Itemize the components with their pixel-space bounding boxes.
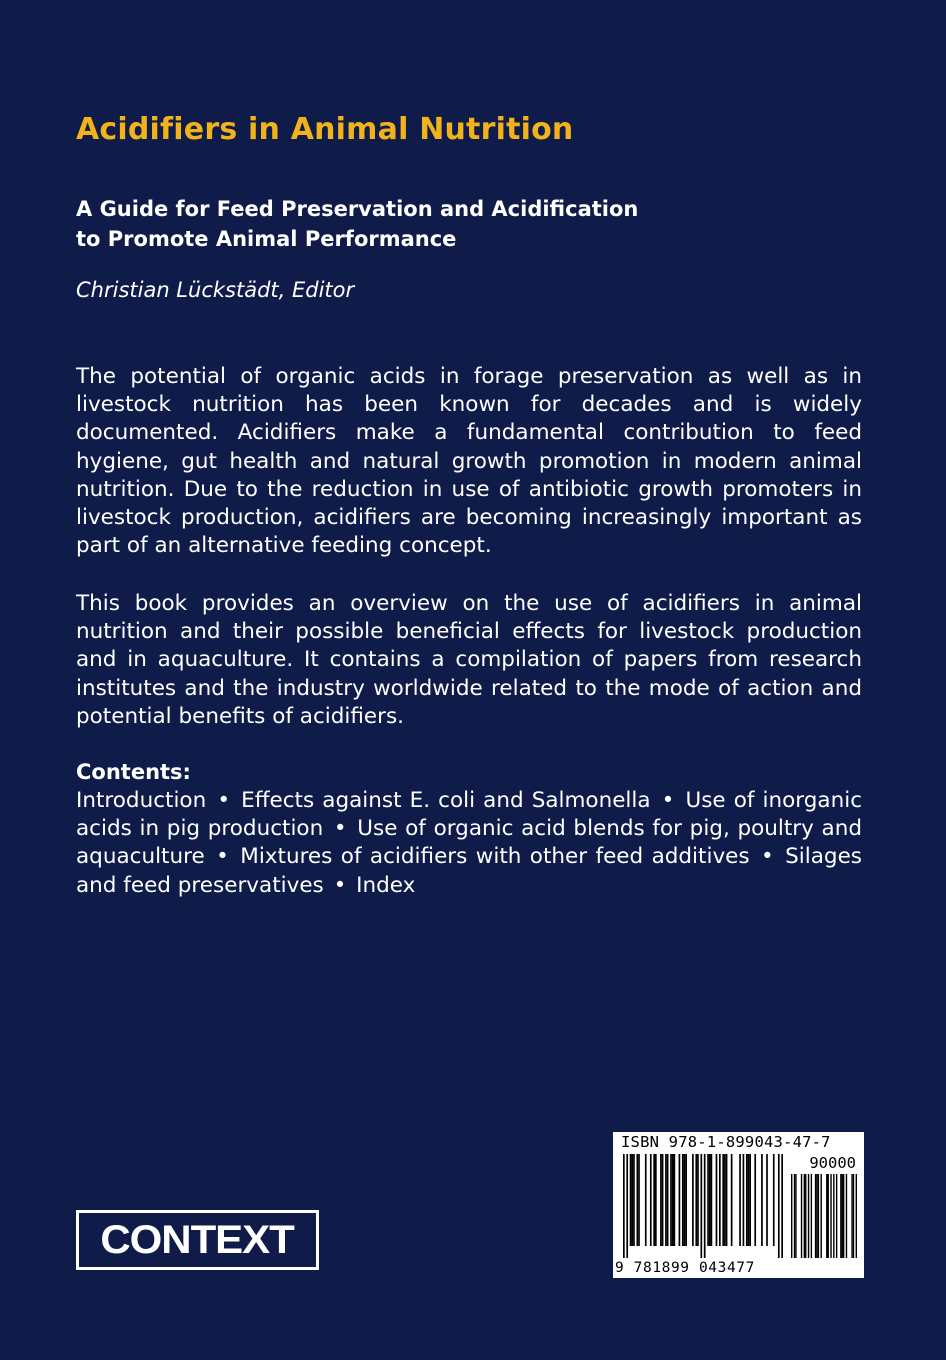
- addon-bar: [853, 1174, 854, 1258]
- barcode-bar: [633, 1154, 635, 1246]
- barcode-bar: [716, 1154, 718, 1246]
- addon-barcode-bars: [791, 1174, 857, 1258]
- addon-bar: [833, 1174, 834, 1258]
- contents-item: Mixtures of acidifiers with other feed additives: [240, 844, 750, 870]
- addon-bar: [804, 1174, 805, 1258]
- description-paragraph-2: This book provides an overview on the use of acidifiers in animal nutrition and their possible beneficial effects for livestock production and in aquaculture. It contains a compilation of papers from research institutes and the industry worldwide related to the mode of action and potential benefits of acidifiers.: [76, 591, 862, 729]
- barcode-bar: [773, 1154, 775, 1246]
- contents-item: Index: [356, 872, 416, 898]
- barcode-bar: [670, 1154, 672, 1246]
- description-paragraph-1: The potential of organic acids in forage preservation as well as in livestock nutrition has been known for decades and is widely documented. Acidifiers make a fundamental contribution to feed hygiene, gut health and natural growth promotion in modern animal nutrition. Due to the reduction in use of antibiotic growth promoters in livestock production, acidifiers are becoming increasingly important as part of an alternative feeding concept.: [76, 364, 862, 559]
- isbn-barcode: [613, 1132, 864, 1278]
- bullet-separator: •: [216, 844, 229, 870]
- addon-bar: [843, 1174, 844, 1258]
- addon-bar: [815, 1174, 816, 1258]
- addon-bar: [805, 1174, 806, 1258]
- barcode-bar: [707, 1154, 709, 1246]
- barcode-bar: [630, 1154, 632, 1246]
- barcode-bar: [626, 1154, 628, 1258]
- contents-heading: Contents:: [76, 760, 191, 784]
- publisher-logo-text: CONTEXT: [100, 1217, 295, 1262]
- contents-item: Silages and feed preservatives: [76, 844, 863, 898]
- barcode-bar: [660, 1154, 662, 1246]
- addon-bar: [836, 1174, 837, 1258]
- publisher-logo: [76, 1210, 319, 1270]
- barcode-bar: [778, 1154, 780, 1258]
- barcode-bar: [692, 1154, 694, 1246]
- barcode-bar: [623, 1154, 625, 1258]
- barcode-bar: [711, 1154, 713, 1246]
- barcode-bar: [724, 1154, 726, 1246]
- addon-bar: [828, 1174, 829, 1258]
- addon-bar: [801, 1174, 802, 1258]
- addon-bar: [830, 1174, 831, 1258]
- barcode-bar: [667, 1154, 669, 1246]
- barcode-bar: [665, 1154, 667, 1246]
- barcode-bar: [672, 1154, 674, 1246]
- addon-bar: [851, 1174, 852, 1258]
- addon-bar: [840, 1174, 841, 1258]
- contents-item: Use of organic acid blends for pig, poultry and aquaculture: [76, 816, 863, 870]
- barcode-bar: [650, 1154, 652, 1246]
- barcode-bar: [781, 1154, 783, 1258]
- barcode-bar: [743, 1154, 745, 1246]
- addon-bar: [842, 1174, 843, 1258]
- bullet-separator: •: [217, 788, 230, 813]
- barcode-bar: [674, 1154, 676, 1246]
- book-title: Acidifiers in Animal Nutrition: [76, 112, 574, 147]
- addon-bar: [816, 1174, 817, 1258]
- contents-list: [76, 787, 862, 900]
- barcode-bar: [754, 1154, 756, 1246]
- barcode-bar: [695, 1154, 697, 1246]
- barcode-bar: [726, 1154, 728, 1246]
- barcode-bar: [653, 1154, 655, 1246]
- barcode-bar: [704, 1154, 706, 1258]
- editor-credit: Christian Lückstädt, Editor: [76, 278, 355, 302]
- addon-bar: [856, 1174, 857, 1258]
- barcode-bar: [700, 1154, 702, 1258]
- subtitle-line-2: to Promote Animal Performance: [76, 227, 457, 251]
- addon-bar: [820, 1174, 821, 1258]
- barcode-bar: [685, 1154, 687, 1246]
- barcode-bar: [748, 1154, 750, 1246]
- addon-bar: [791, 1174, 792, 1258]
- barcode-bar: [662, 1154, 664, 1246]
- ean-digits: 9 781899 043477: [615, 1260, 755, 1276]
- addon-bar: [808, 1174, 809, 1258]
- barcode-bar: [645, 1154, 647, 1246]
- barcode-bar: [709, 1154, 711, 1246]
- barcode-bar: [682, 1154, 684, 1246]
- addon-bar: [818, 1174, 819, 1258]
- isbn-label: ISBN 978-1-899043-47-7: [621, 1133, 831, 1151]
- book-subtitle: [76, 194, 638, 254]
- barcode-bar: [722, 1154, 724, 1246]
- barcode-bar: [739, 1154, 741, 1246]
- barcode-bar: [684, 1154, 686, 1246]
- ean-barcode-bars: [623, 1154, 783, 1258]
- barcode-bar: [766, 1154, 768, 1246]
- barcode-bar: [697, 1154, 699, 1246]
- addon-bar: [795, 1174, 796, 1258]
- addon-bar: [811, 1174, 812, 1258]
- barcode-bar: [731, 1154, 733, 1246]
- addon-bar: [794, 1174, 795, 1258]
- bullet-separator: •: [333, 872, 347, 898]
- barcode-bar: [631, 1154, 633, 1246]
- barcode-bar: [636, 1154, 638, 1246]
- barcode-bar: [746, 1154, 748, 1246]
- price-code: 90000: [809, 1154, 856, 1172]
- barcode-bar: [719, 1154, 721, 1246]
- barcode-bar: [761, 1154, 763, 1246]
- contents-item: Effects against E. coli and Salmonella: [241, 788, 651, 813]
- contents-item: Introduction: [76, 788, 207, 813]
- addon-bar: [826, 1174, 827, 1258]
- addon-bar: [846, 1174, 847, 1258]
- bullet-separator: •: [761, 844, 774, 870]
- bullet-separator: •: [333, 816, 347, 842]
- barcode-bar: [679, 1154, 681, 1246]
- barcode-bar: [638, 1154, 640, 1246]
- contents-item: Use of inorganic acids in pig production: [76, 788, 863, 842]
- barcode-bar: [749, 1154, 751, 1246]
- subtitle-line-1: A Guide for Feed Preservation and Acidification: [76, 197, 639, 221]
- barcode-bar: [655, 1154, 657, 1246]
- bullet-separator: •: [661, 788, 675, 813]
